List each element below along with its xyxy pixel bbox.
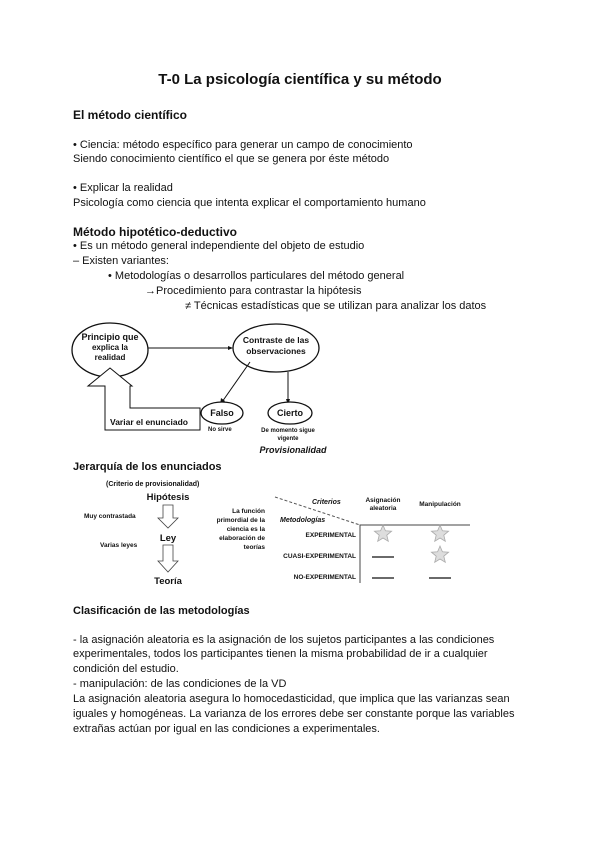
label: primordial de la <box>216 517 265 524</box>
text-line: • Es un método general independiente del objeto de estudio <box>73 240 365 252</box>
row-label: EXPERIMENTAL <box>305 532 356 539</box>
column-header: Asignación <box>365 497 401 504</box>
label: realidad <box>94 353 126 362</box>
label: Variar el enunciado <box>110 417 188 427</box>
column-header: Manipulación <box>419 501 461 508</box>
row-label: CUASI-EXPERIMENTAL <box>283 553 356 560</box>
text-line: Psicología como ciencia que intenta explicar el comportamiento humano <box>73 197 426 209</box>
label: Criterios <box>312 499 341 506</box>
arrow <box>222 362 250 402</box>
label: No sirve <box>208 427 232 433</box>
heading-metodo-cientifico: El método científico <box>73 108 188 122</box>
text-line: iguales y homogéneas. La varianza de los errores debe ser constante porque las variables <box>73 708 515 720</box>
text-line: • Metodologías o desarrollos particulares del método general <box>108 270 405 282</box>
text-line: La asignación aleatoria asegura lo homocedasticidad, que implica que las varianzas sean <box>73 693 510 705</box>
heading-hipotetico-deductivo: Método hipotético-deductivo <box>73 225 237 239</box>
label: vigente <box>277 436 299 442</box>
text-line: – Existen variantes: <box>73 255 169 267</box>
text-line: • Explicar la realidad <box>73 182 173 194</box>
scientific-method-diagram <box>70 320 350 460</box>
star-icon <box>431 546 448 562</box>
label: elaboración de <box>219 535 265 542</box>
label: Muy contrastada <box>84 513 136 520</box>
label: Varias leyes <box>100 542 138 549</box>
text-line: ≠ Técnicas estadísticas que se utilizan para analizar los datos <box>185 300 487 312</box>
heading-jerarquia: Jerarquía de los enunciados <box>73 461 222 473</box>
label: Cierto <box>276 408 304 418</box>
star-icon <box>431 525 448 541</box>
text-line: extrañas actúan por igual en las condiciones a experimentales. <box>73 723 380 735</box>
label: ciencia es la <box>226 526 265 533</box>
label: (Criterio de provisionalidad) <box>106 481 200 488</box>
text-line: - manipulación: de las condiciones de la VD <box>73 678 287 690</box>
label: Teoría <box>154 576 182 587</box>
label: Contraste de las <box>242 335 310 345</box>
label: Ley <box>159 533 177 544</box>
label: observaciones <box>246 346 306 356</box>
label: Provisionalidad <box>259 445 327 455</box>
label: La función <box>232 508 265 515</box>
hierarchy-and-methodology-diagram <box>70 475 470 590</box>
text-line: • Ciencia: método específico para generar un campo de conocimiento <box>73 139 413 151</box>
row-label: NO-EXPERIMENTAL <box>293 574 356 581</box>
label: teorías <box>243 544 265 551</box>
text-line: - la asignación aleatoria es la asignación de los sujetos participantes a las condiciones <box>73 634 495 646</box>
text-line: Siendo conocimiento científico el que se genera por éste método <box>73 153 390 165</box>
text-line: experimentales, todos los participantes tienen la misma probabilidad de ir a cualquier <box>73 648 488 660</box>
label: Principio que <box>81 332 139 342</box>
heading-clasificacion: Clasificación de las metodologías <box>73 605 250 617</box>
label: De momento sigue <box>261 428 315 434</box>
down-arrow-icon <box>158 545 178 572</box>
text-line: →Procedimiento para contrastar la hipótesis <box>145 285 362 297</box>
down-arrow-icon <box>158 505 178 528</box>
label: Metodologías <box>280 517 326 524</box>
label: Hipótesis <box>146 492 190 503</box>
label: explica la <box>91 343 129 352</box>
star-icon <box>374 525 391 541</box>
text-line: condición del estudio. <box>73 663 179 675</box>
column-header: aleatoria <box>369 505 397 512</box>
page-title: T-0 La psicología científica y su método <box>158 71 442 88</box>
label: Falso <box>210 408 234 418</box>
